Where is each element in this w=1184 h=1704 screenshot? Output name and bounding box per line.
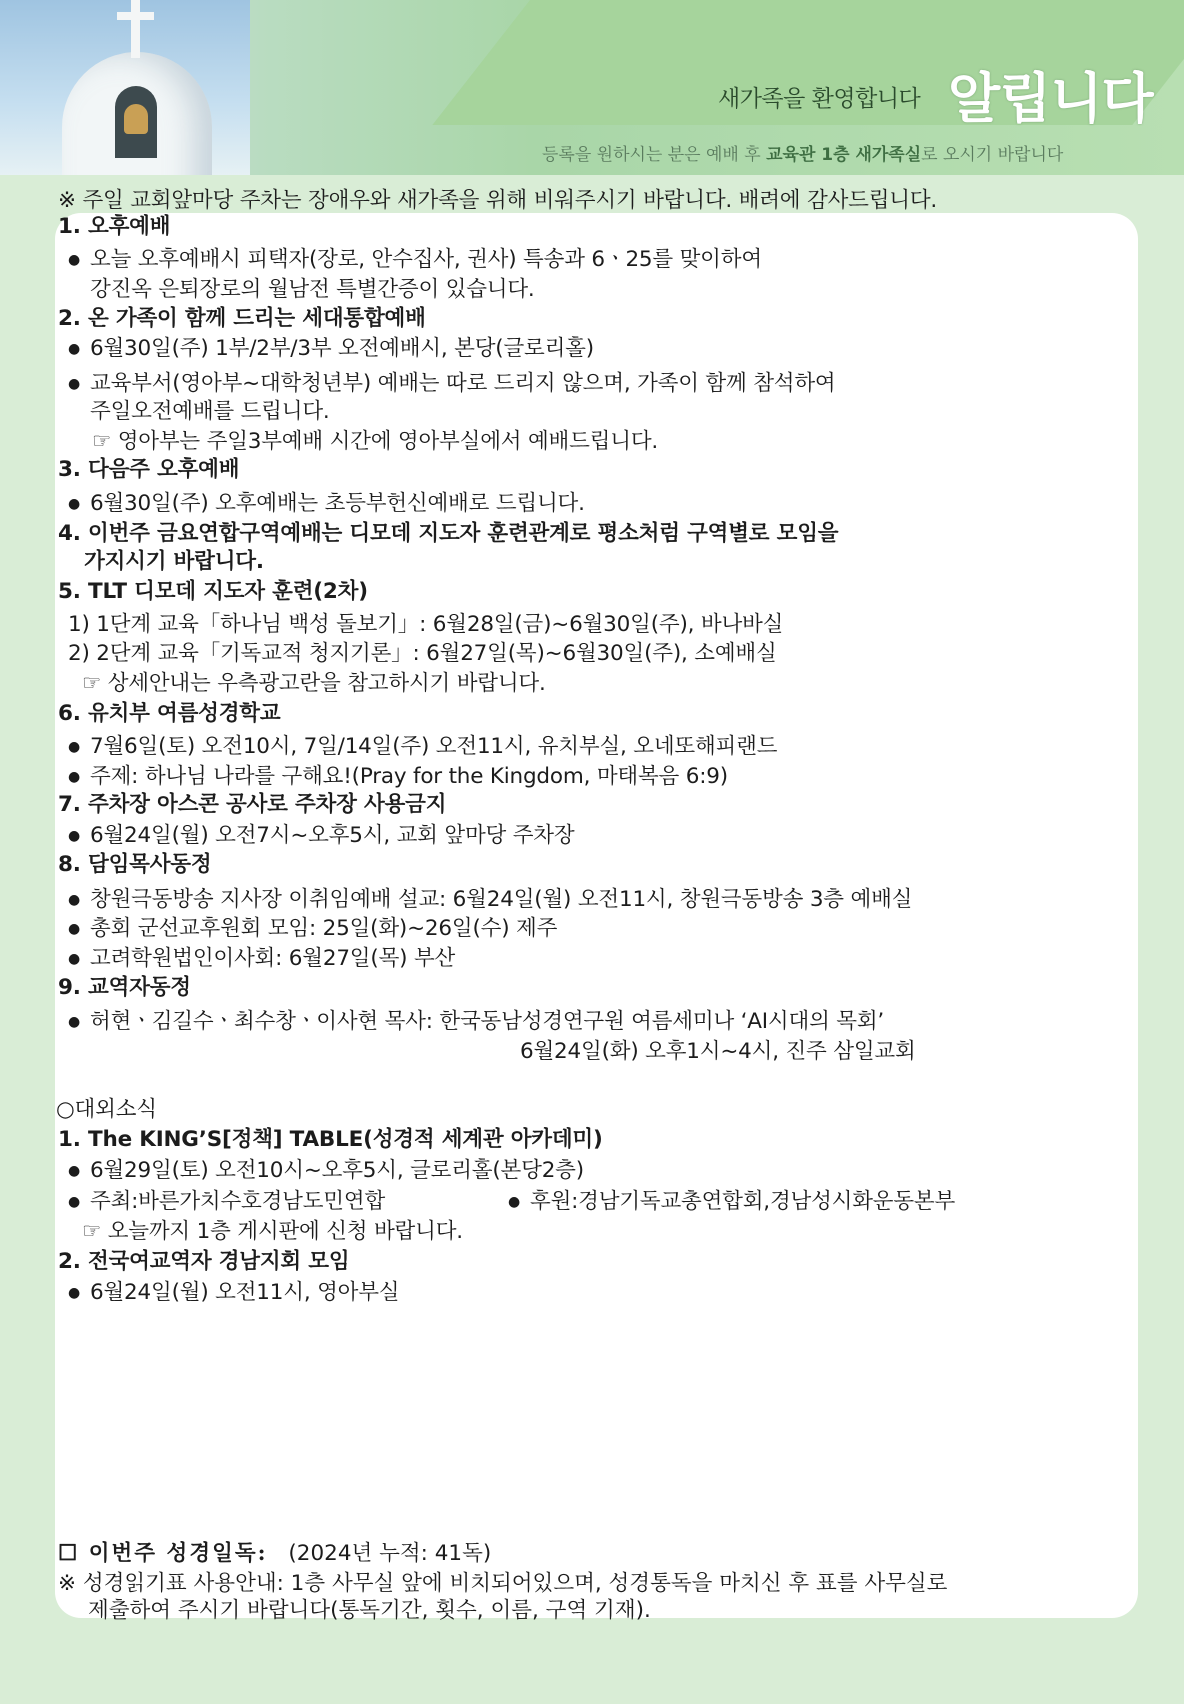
bell-icon	[124, 104, 148, 134]
bible-reading-note: ※ 성경읽기표 사용안내: 1층 사무실 앞에 비치되어있으며, 성경통독을 마치신 후 표를 사무실로	[58, 1571, 948, 1596]
page-title: 알립니다	[948, 67, 1153, 130]
list-item: ● 허현ㆍ김길수ㆍ최수창ㆍ이사현 목사: 한국동남성경연구원 여름세미나 ‘AI시대의 목회’	[90, 1008, 884, 1036]
section-heading: 5. TLT 디모데 지도자 훈련(2차)	[58, 579, 368, 604]
list-item: 2) 2단계 교육「기독교적 청지기론」: 6월27일(목)~6월30일(주), 소예배실	[68, 641, 777, 666]
registration-note-location: 교육관 1층 새가족실	[766, 145, 922, 165]
section-heading: 4. 이번주 금요연합구역예배는 디모데 지도자 훈련관계로 평소처럼 구역별로 모임을	[58, 521, 839, 546]
registration-note-pre: 등록을 원하시는 분은 예배 후	[542, 145, 767, 165]
list-item: ● 창원극동방송 지사장 이취임예배 설교: 6월24일(월) 오전11시, 창원극동방송 3층 예배실	[90, 886, 912, 914]
section-heading: 2. 전국여교역자 경남지회 모임	[58, 1249, 350, 1274]
bible-reading-count: (2024년 누적: 41독)	[288, 1541, 492, 1566]
list-item-continued: 강진옥 은퇴장로의 월남전 특별간증이 있습니다.	[90, 277, 535, 302]
list-item: ● 6월30일(주) 오후예배는 초등부헌신예배로 드립니다.	[90, 490, 585, 518]
section-heading: 9. 교역자동정	[58, 975, 191, 1000]
list-item-continued: 주일오전예배를 드립니다.	[90, 399, 330, 424]
list-item: ● 주최:바른가치수호경남도민연합	[90, 1188, 385, 1216]
pointer-note: ☞ 영아부는 주일3부예배 시간에 영아부실에서 예배드립니다.	[92, 429, 659, 454]
pointer-note: ☞ 오늘까지 1층 게시판에 신청 바랍니다.	[82, 1219, 463, 1244]
welcome-text: 새가족을 환영합니다	[718, 86, 921, 112]
list-item: ● 총회 군선교후원회 모임: 25일(화)~26일(수) 제주	[90, 915, 557, 943]
list-item: ● 6월30일(주) 1부/2부/3부 오전예배시, 본당(글로리홀)	[90, 335, 594, 363]
bible-reading	[58, 1540, 491, 1568]
list-item: ● 오늘 오후예배시 피택자(장로, 안수집사, 권사) 특송과 6ㆍ25를 맞이하여	[90, 246, 762, 274]
bible-reading-note-continued: 제출하여 주시기 바랍니다(통독기간, 횟수, 이름, 구역 기재).	[88, 1598, 651, 1623]
registration-note	[542, 140, 1063, 165]
list-item: ● 6월24일(월) 오전7시~오후5시, 교회 앞마당 주차장	[90, 822, 574, 850]
section-heading: 2. 온 가족이 함께 드리는 세대통합예배	[58, 306, 426, 331]
list-item: ● 주제: 하나님 나라를 구해요!(Pray for the Kingdom, 마태복음 6:9)	[90, 763, 728, 791]
section-heading: 1. 오후예배	[58, 214, 171, 239]
list-item: ● 6월24일(월) 오전11시, 영아부실	[90, 1279, 399, 1307]
list-item: 1) 1단계 교육「하나님 백성 돌보기」: 6월28일(금)~6월30일(주), 바나바실	[68, 612, 784, 637]
cross-icon-bar	[117, 12, 154, 20]
list-item: ● 7월6일(토) 오전10시, 7일/14일(주) 오전11시, 유치부실, 오네또해피랜드	[90, 733, 777, 761]
parking-note: ※ 주일 교회앞마당 주차는 장애우와 새가족을 위해 비워주시기 바랍니다. 배려에 감사드립니다.	[58, 188, 938, 213]
list-item: ● 후원:경남기독교총연합회,경남성시화운동본부	[530, 1188, 955, 1216]
church-bell-photo	[0, 0, 250, 175]
section-heading: 3. 다음주 오후예배	[58, 457, 240, 482]
list-item-continued: 6월24일(화) 오후1시~4시, 진주 삼일교회	[520, 1039, 916, 1064]
section-heading: 6. 유치부 여름성경학교	[58, 701, 281, 726]
section-heading-continued: 가지시기 바랍니다.	[84, 549, 264, 574]
list-item: ● 교육부서(영아부~대학청년부) 예배는 따로 드리지 않으며, 가족이 함께 참석하여	[90, 370, 835, 398]
bible-reading-label: ☐ 이번주 성경일독:	[58, 1541, 268, 1566]
header-banner	[0, 0, 1184, 175]
registration-note-post: 로 오시기 바랍니다	[921, 145, 1064, 165]
list-item: ● 6월29일(토) 오전10시~오후5시, 글로리홀(본당2층)	[90, 1157, 584, 1185]
cross-icon	[131, 0, 140, 58]
list-item: ● 고려학원법인이사회: 6월27일(목) 부산	[90, 945, 455, 973]
section-heading: 7. 주차장 아스콘 공사로 주차장 사용금지	[58, 792, 447, 817]
section-heading: 1. The KING’S[정책] TABLE(성경적 세계관 아카데미)	[58, 1127, 603, 1152]
external-news-heading: ○대외소식	[56, 1097, 157, 1122]
pointer-note: ☞ 상세안내는 우측광고란을 참고하시기 바랍니다.	[82, 671, 546, 696]
section-heading: 8. 담임목사동정	[58, 852, 212, 877]
